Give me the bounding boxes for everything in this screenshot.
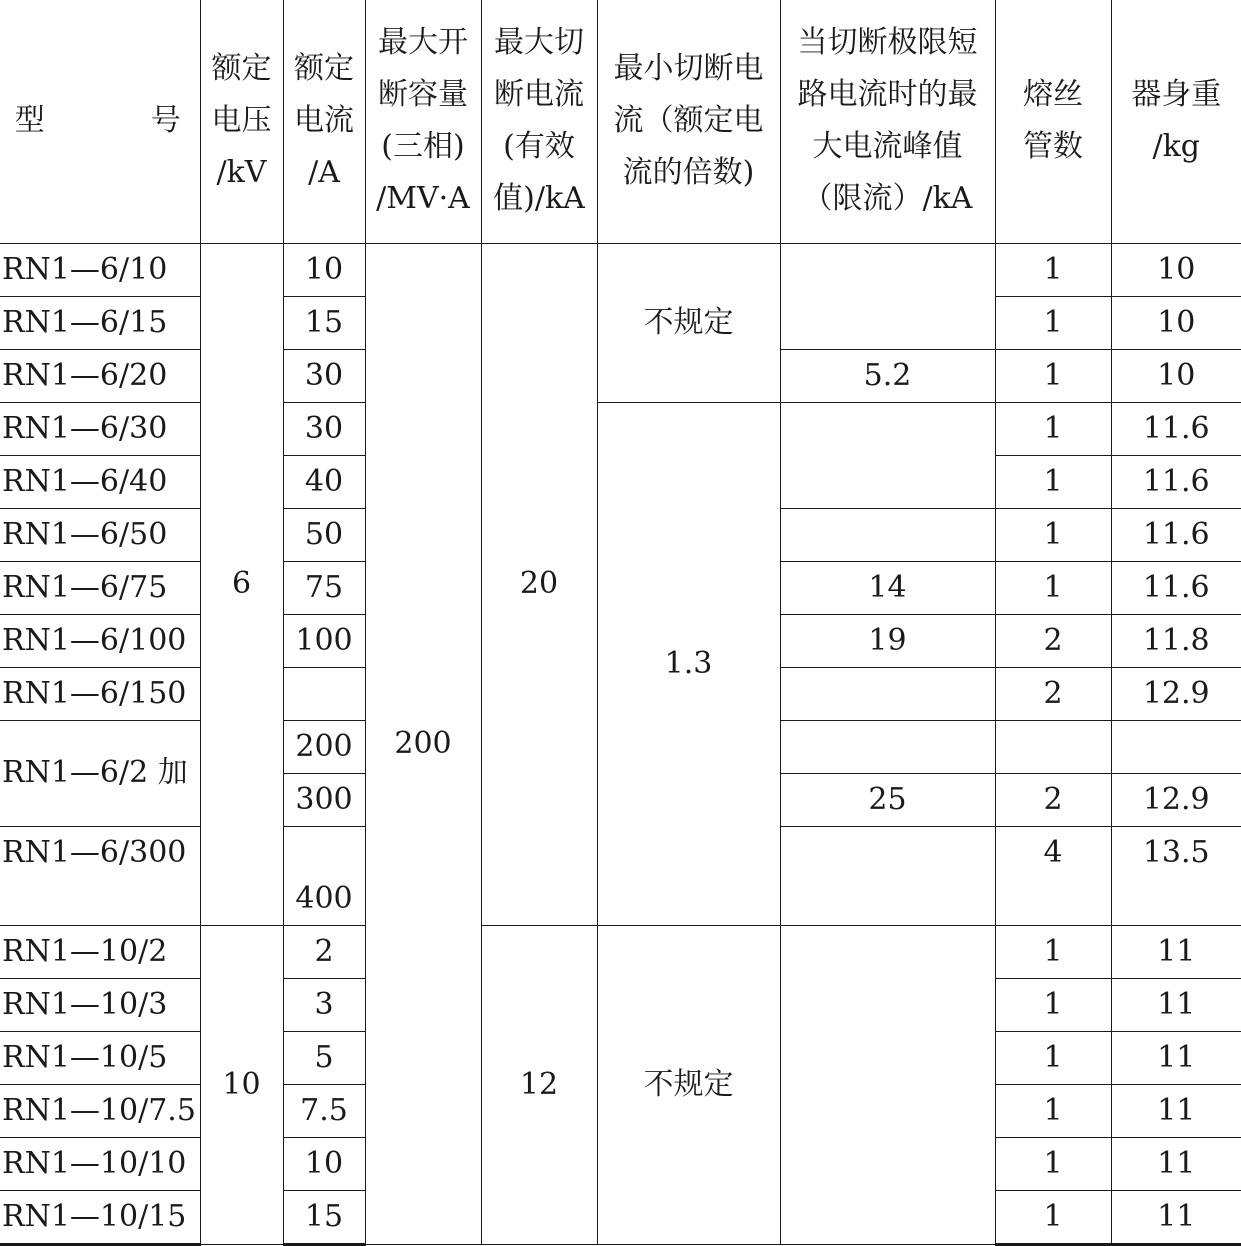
- table-row: [0, 243, 1241, 296]
- min-break-cell: 不规定: [597, 243, 780, 402]
- current-cell: 75: [283, 561, 365, 614]
- peak-cell: [780, 508, 995, 561]
- model-cell: RN1—6/10: [0, 243, 200, 296]
- header-current: 额定 电流 /A: [283, 0, 365, 243]
- weight-cell: 10: [1111, 296, 1241, 349]
- peak-cell: 14: [780, 561, 995, 614]
- peak-cell: [780, 243, 995, 349]
- current-cell: 50: [283, 508, 365, 561]
- peak-cell: 5.2: [780, 349, 995, 402]
- tubes-cell: 1: [995, 1084, 1111, 1137]
- table-row: [0, 925, 1241, 978]
- weight-cell: [1111, 720, 1241, 773]
- header-voltage: 额定 电压 /kV: [200, 0, 283, 243]
- header-weight: 器身重 /kg: [1111, 0, 1241, 243]
- model-cell: RN1—6/2 加: [0, 720, 200, 826]
- model-cell: RN1—10/10: [0, 1137, 200, 1190]
- weight-cell: 11.6: [1111, 508, 1241, 561]
- current-cell: 30: [283, 402, 365, 455]
- max-break-cell: 20: [481, 243, 597, 925]
- header-min-break: 最小切断电 流（额定电 流的倍数): [597, 0, 780, 243]
- model-cell: RN1—10/5: [0, 1031, 200, 1084]
- weight-cell: 11: [1111, 978, 1241, 1031]
- header-model: 型 号: [0, 0, 200, 243]
- peak-cell: 19: [780, 614, 995, 667]
- tubes-cell: 2: [995, 773, 1111, 826]
- header-tubes: 熔丝 管数: [995, 0, 1111, 243]
- capacity-cell: 200: [365, 243, 481, 1244]
- peak-cell: [780, 402, 995, 508]
- weight-cell: 11.6: [1111, 402, 1241, 455]
- tubes-cell: 1: [995, 349, 1111, 402]
- current-cell: 400: [283, 826, 365, 925]
- model-cell: RN1—6/30: [0, 402, 200, 455]
- peak-cell: 25: [780, 773, 995, 826]
- weight-cell: 11: [1111, 1084, 1241, 1137]
- current-cell: 7.5: [283, 1084, 365, 1137]
- model-cell: RN1—10/3: [0, 978, 200, 1031]
- model-cell: RN1—6/40: [0, 455, 200, 508]
- voltage-cell: 10: [200, 925, 283, 1244]
- weight-cell: 12.9: [1111, 773, 1241, 826]
- tubes-cell: 2: [995, 614, 1111, 667]
- min-break-cell: 不规定: [597, 925, 780, 1244]
- tubes-cell: 1: [995, 1031, 1111, 1084]
- model-cell: RN1—10/7.5: [0, 1084, 200, 1137]
- weight-cell: 13.5: [1111, 826, 1241, 925]
- weight-cell: 11.6: [1111, 561, 1241, 614]
- model-cell: RN1—6/100: [0, 614, 200, 667]
- current-cell: 15: [283, 296, 365, 349]
- tubes-cell: 4: [995, 826, 1111, 925]
- header-row: [0, 0, 1241, 243]
- peak-cell: [780, 925, 995, 1244]
- current-cell: 200: [283, 720, 365, 773]
- model-cell: RN1—6/50: [0, 508, 200, 561]
- tubes-cell: 2: [995, 667, 1111, 720]
- table-row: [0, 402, 1241, 455]
- current-cell: 100: [283, 614, 365, 667]
- current-cell: 2: [283, 925, 365, 978]
- tubes-cell: 1: [995, 1137, 1111, 1190]
- weight-cell: 11: [1111, 925, 1241, 978]
- header-max-break: 最大切 断电流 (有效 值)/kA: [481, 0, 597, 243]
- model-cell: RN1—10/2: [0, 925, 200, 978]
- weight-cell: 11: [1111, 1190, 1241, 1244]
- tubes-cell: 1: [995, 243, 1111, 296]
- current-cell: 10: [283, 243, 365, 296]
- current-cell: 3: [283, 978, 365, 1031]
- peak-cell: [780, 667, 995, 720]
- weight-cell: 11: [1111, 1031, 1241, 1084]
- current-cell: [283, 667, 365, 720]
- tubes-cell: 1: [995, 561, 1111, 614]
- current-cell: 15: [283, 1190, 365, 1244]
- tubes-cell: 1: [995, 296, 1111, 349]
- tubes-cell: 1: [995, 978, 1111, 1031]
- model-cell: RN1—6/20: [0, 349, 200, 402]
- tubes-cell: [995, 720, 1111, 773]
- weight-cell: 11: [1111, 1137, 1241, 1190]
- weight-cell: 10: [1111, 349, 1241, 402]
- tubes-cell: 1: [995, 925, 1111, 978]
- tubes-cell: 1: [995, 402, 1111, 455]
- model-cell: RN1—6/150: [0, 667, 200, 720]
- current-cell: 40: [283, 455, 365, 508]
- peak-cell: [780, 826, 995, 925]
- tubes-cell: 1: [995, 455, 1111, 508]
- weight-cell: 11.6: [1111, 455, 1241, 508]
- model-cell: RN1—6/300: [0, 826, 200, 925]
- header-peak-current: 当切断极限短 路电流时的最 大电流峰值 （限流）/kA: [780, 0, 995, 243]
- weight-cell: 10: [1111, 243, 1241, 296]
- current-cell: 30: [283, 349, 365, 402]
- weight-cell: 12.9: [1111, 667, 1241, 720]
- current-cell: 5: [283, 1031, 365, 1084]
- peak-cell: [780, 720, 995, 773]
- voltage-cell: 6: [200, 243, 283, 925]
- tubes-cell: 1: [995, 1190, 1111, 1244]
- tubes-cell: 1: [995, 508, 1111, 561]
- model-cell: RN1—6/15: [0, 296, 200, 349]
- current-cell: 10: [283, 1137, 365, 1190]
- header-capacity: 最大开 断容量 (三相) /MV·A: [365, 0, 481, 243]
- min-break-cell: 1.3: [597, 402, 780, 925]
- model-cell: RN1—6/75: [0, 561, 200, 614]
- weight-cell: 11.8: [1111, 614, 1241, 667]
- max-break-cell: 12: [481, 925, 597, 1244]
- current-cell: 300: [283, 773, 365, 826]
- model-cell: RN1—10/15: [0, 1190, 200, 1244]
